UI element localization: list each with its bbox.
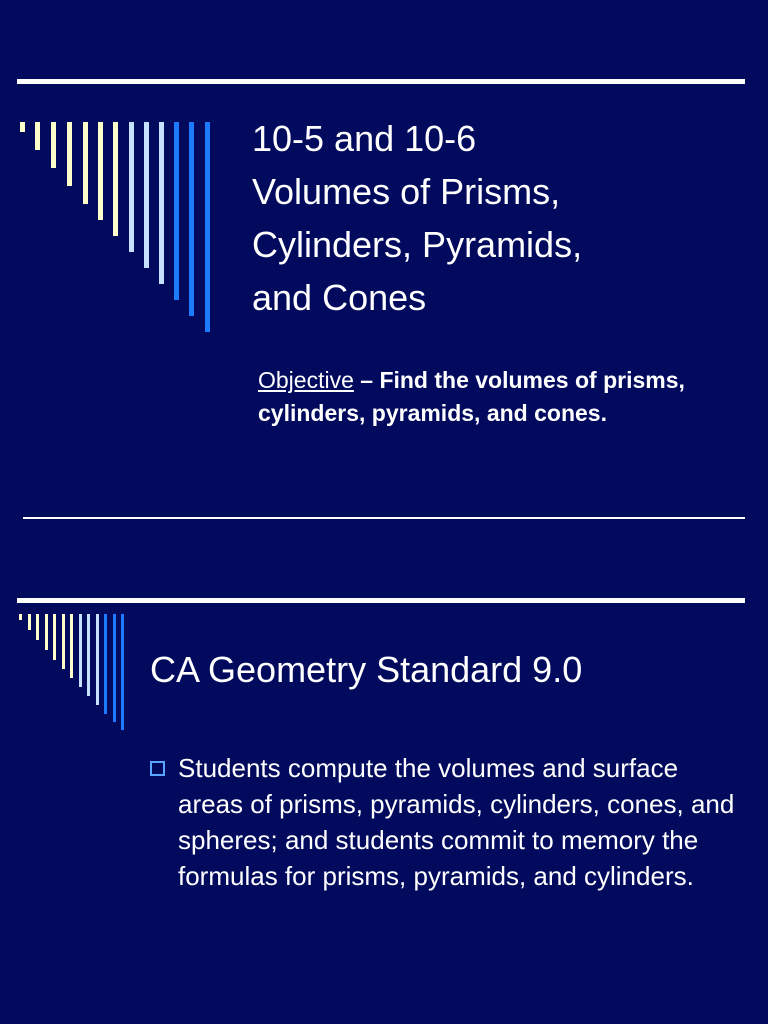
bar — [87, 614, 90, 696]
bar — [96, 614, 99, 705]
top-rule — [17, 79, 745, 84]
bar — [28, 614, 31, 630]
bar — [53, 614, 56, 660]
bar — [144, 122, 149, 268]
bar — [113, 614, 116, 722]
bar — [35, 122, 40, 150]
slide-title: 10-5 and 10-6 Volumes of Prisms, Cylinders, Pyramids, and Cones — [252, 118, 583, 318]
bar — [189, 122, 194, 316]
slide-2 — [0, 512, 768, 1024]
bar — [174, 122, 179, 300]
bar — [70, 614, 73, 678]
objective-text: – Find the volumes of prisms, cylinders, pyramids, and cones. — [258, 367, 685, 426]
bar — [205, 122, 210, 332]
bullet-item — [150, 750, 740, 894]
top-rule — [17, 598, 745, 603]
bar — [104, 614, 107, 714]
slide-title: CA Geometry Standard 9.0 — [150, 649, 583, 690]
bar — [129, 122, 134, 252]
bar — [98, 122, 103, 220]
bar — [67, 122, 72, 186]
bar — [121, 614, 124, 730]
objective — [258, 364, 728, 430]
bar — [113, 122, 118, 236]
square-bullet-icon — [150, 761, 165, 776]
bar — [19, 614, 22, 620]
bar — [62, 614, 65, 669]
bullet-text: Students compute the volumes and surface areas of prisms, pyramids, cylinders, cones, and spheres; and students commit to memory the formulas for prisms, pyramids, and cylinders. — [178, 753, 735, 891]
bar — [45, 614, 48, 650]
bar — [51, 122, 56, 168]
objective-label: Objective — [258, 367, 354, 393]
bar — [36, 614, 39, 640]
bar — [83, 122, 88, 204]
bar — [20, 122, 25, 132]
bar — [79, 614, 82, 687]
bar — [159, 122, 164, 284]
